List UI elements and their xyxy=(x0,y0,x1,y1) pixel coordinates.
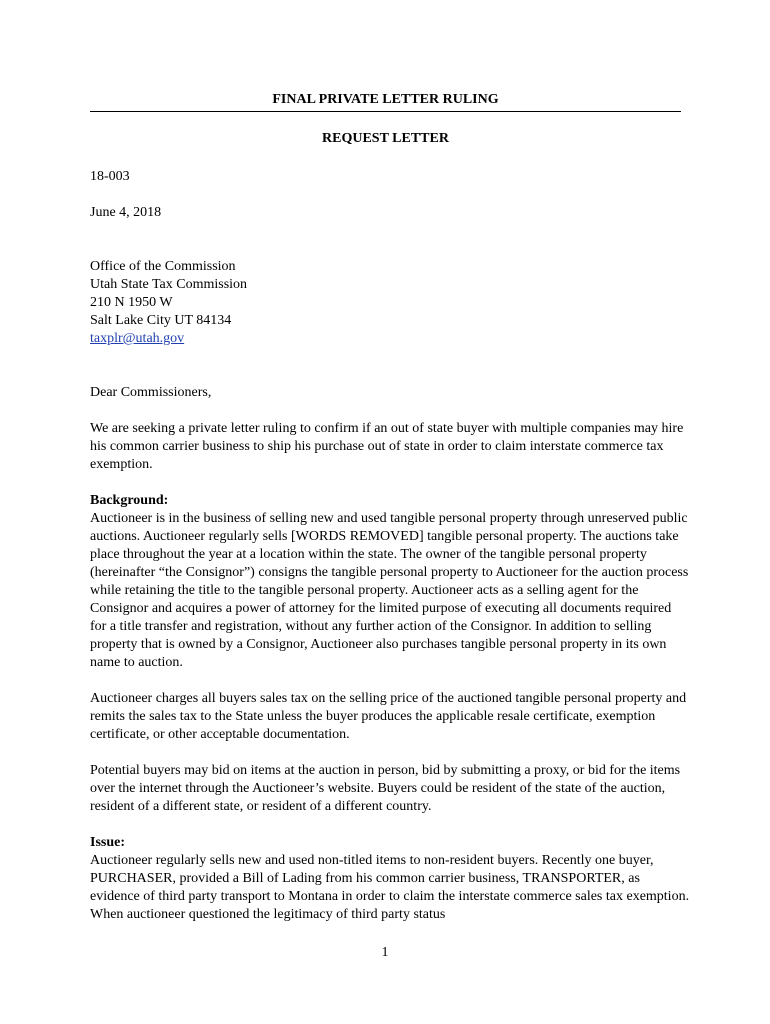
document-subtitle: REQUEST LETTER xyxy=(322,131,449,146)
issue-paragraph-1: Auctioneer regularly sells new and used non-titled items to non-resident buyers. Recently one buyer, PURCHASER, provided a Bill of Lading from his common carrier business, TRANSPORTER, as evidence of third party transport to Montana in order to claim the interstate commerce sales tax exemption. When auctioneer questioned the legitimacy of third party status xyxy=(90,853,690,922)
background-paragraph-2: Auctioneer charges all buyers sales tax on the selling price of the auctioned tangible personal property and remits the sales tax to the State unless the buyer produces the applicable resale certificate, exemption certificate, or other acceptable documentation. xyxy=(90,691,687,742)
address-line-2: Utah State Tax Commission xyxy=(90,277,248,292)
ruling-number: 18-003 xyxy=(90,169,130,184)
intro-paragraph: We are seeking a private letter ruling to confirm if an out of state buyer with multiple companies may hire his common carrier business to ship his purchase out of state in order to claim interstate commerce tax exemption. xyxy=(90,421,684,472)
letter-date: June 4, 2018 xyxy=(90,205,162,220)
address-line-4: Salt Lake City UT 84134 xyxy=(90,313,232,328)
page-number: 1 xyxy=(381,945,389,960)
background-heading: Background: xyxy=(90,493,169,508)
address-line-3: 210 N 1950 W xyxy=(90,295,173,310)
background-paragraph-3: Potential buyers may bid on items at the auction in person, bid by submitting a proxy, or bid for the items over the internet through the Auctioneer’s website. Buyers could be resident of the state of the auction, resident of a different state, or resident of a different country. xyxy=(90,763,681,814)
email-link[interactable]: taxplr@utah.gov xyxy=(90,331,185,346)
recipient-address xyxy=(90,258,690,348)
document-title: FINAL PRIVATE LETTER RULING xyxy=(90,92,681,112)
address-line-1: Office of the Commission xyxy=(90,259,236,274)
salutation: Dear Commissioners, xyxy=(90,385,212,400)
letter-body xyxy=(90,168,690,924)
background-paragraph-1: Auctioneer is in the business of selling new and used tangible personal property through unreserved public auctions. Auctioneer regularly sells [WORDS REMOVED] tangible personal property. The auctions take place throughout the year at a location within the state. The owner of the tangible personal property (hereinafter “the Consignor”) consigns the tangible personal property to Auctioneer for the auction process while retaining the title to the tangible personal property. Auctioneer acts as a selling agent for the Consignor and acquires a power of attorney for the limited purpose of executing all documents required for a title transfer and registration, without any further action of the Consignor. In addition to selling property that is owned by a Consignor, Auctioneer also purchases tangible personal property in its own name to auction. xyxy=(90,511,689,670)
issue-heading: Issue: xyxy=(90,835,126,850)
